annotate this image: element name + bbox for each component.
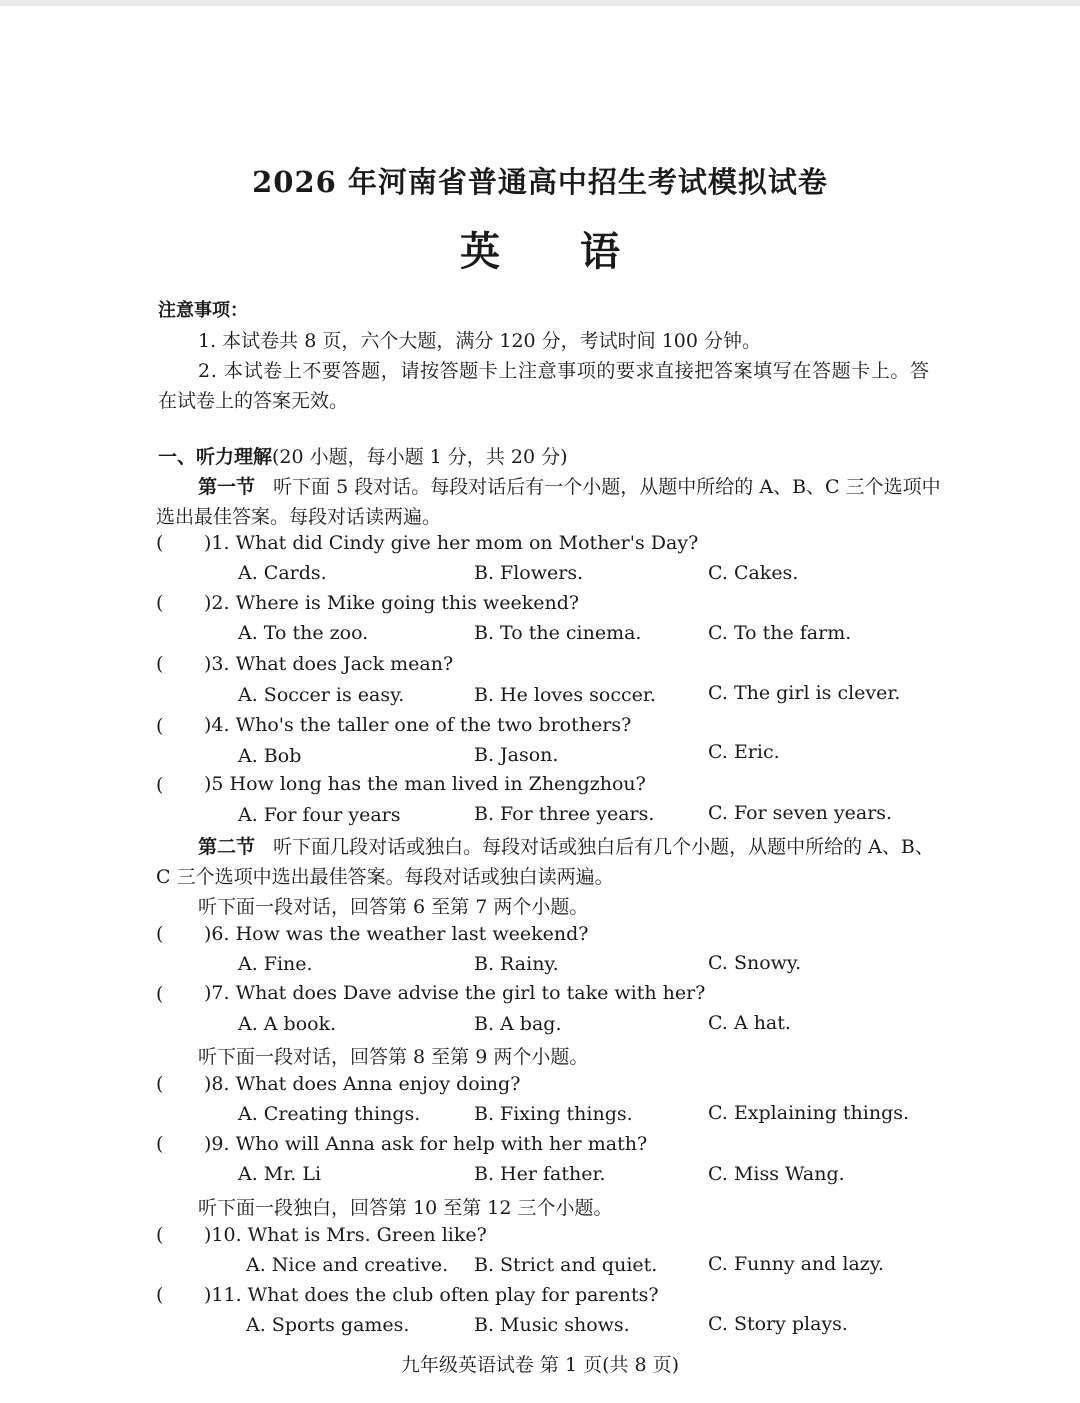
question-4-option-b: B. Jason.	[474, 744, 559, 766]
top-border	[0, 0, 1080, 6]
notes-item-2-line-1: 2. 本试卷上不要答题，请按答题卡上注意事项的要求直接把答案填写在答题卡上。答	[198, 360, 930, 382]
question-9-option-a: A. Mr. Li	[238, 1163, 322, 1185]
question-7-option-a: A. A book.	[238, 1013, 337, 1035]
question-2-option-c: C. To the farm.	[708, 622, 852, 644]
question-11: )11. What does the club often play for parents?	[204, 1284, 659, 1306]
notes-item-1: 1. 本试卷共 8 页，六个大题，满分 120 分，考试时间 100 分钟。	[198, 330, 762, 352]
prompt-questions-6-7: 听下面一段对话，回答第 6 至第 7 两个小题。	[198, 896, 589, 918]
part-1-label: 第一节	[198, 476, 256, 498]
question-2-option-b: B. To the cinema.	[474, 622, 642, 644]
part-2-text: 听下面几段对话或独白。每段对话或独白后有几个小题，从题中所给的 A、B、	[273, 836, 934, 858]
question-3-option-b: B. He loves soccer.	[474, 684, 656, 706]
question-11-option-a: A. Sports games.	[246, 1314, 410, 1336]
question-8-option-c: C. Explaining things.	[708, 1102, 910, 1124]
question-1-option-c: C. Cakes.	[708, 562, 799, 584]
section-1-detail: (20 小题，每小题 1 分，共 20 分)	[272, 446, 568, 468]
question-3-option-a: A. Soccer is easy.	[238, 684, 405, 706]
question-2-option-a: A. To the zoo.	[238, 622, 369, 644]
part-2-instruction-line-2: C 三个选项中选出最佳答案。每段对话或独白读两遍。	[156, 866, 614, 888]
question-4-option-a: A. Bob	[238, 745, 302, 767]
answer-paren: (	[156, 1073, 164, 1095]
answer-paren: (	[156, 592, 164, 614]
question-2: )2. Where is Mike going this weekend?	[204, 592, 580, 614]
question-7-option-c: C. A hat.	[708, 1012, 791, 1034]
part-1-instruction-line-1	[198, 472, 941, 499]
question-3: )3. What does Jack mean?	[204, 653, 454, 675]
answer-paren: (	[156, 983, 164, 1005]
question-10-option-a: A. Nice and creative.	[246, 1254, 449, 1276]
answer-paren: (	[156, 715, 164, 737]
question-4-option-c: C. Eric.	[708, 741, 780, 763]
question-7: )7. What does Dave advise the girl to take with her?	[204, 982, 706, 1004]
part-2-label: 第二节	[198, 836, 256, 858]
part-1-text: 听下面 5 段对话。每段对话后有一个小题，从题中所给的 A、B、C 三个选项中	[273, 476, 941, 498]
question-6-option-a: A. Fine.	[238, 953, 313, 975]
notes-heading: 注意事项：	[158, 300, 248, 321]
question-5: )5 How long has the man lived in Zhengzhou?	[204, 773, 646, 795]
subject-title: 英语	[460, 228, 700, 275]
page-footer: 九年级英语试卷 第 1 页(共 8 页)	[400, 1354, 680, 1376]
question-11-option-c: C. Story plays.	[708, 1313, 848, 1335]
answer-paren: (	[156, 1133, 164, 1155]
question-5-option-b: B. For three years.	[474, 803, 655, 825]
question-8: )8. What does Anna enjoy doing?	[204, 1073, 521, 1095]
prompt-questions-8-9: 听下面一段对话，回答第 8 至第 9 两个小题。	[198, 1046, 589, 1068]
question-7-option-b: B. A bag.	[474, 1013, 562, 1035]
question-4: )4. Who's the taller one of the two brothers?	[204, 714, 632, 736]
part-2-instruction-line-1	[198, 832, 934, 859]
question-6-option-c: C. Snowy.	[708, 952, 802, 974]
answer-paren: (	[156, 1224, 164, 1246]
question-10: )10. What is Mrs. Green like?	[204, 1224, 487, 1246]
question-10-option-b: B. Strict and quiet.	[474, 1254, 658, 1276]
answer-paren: (	[156, 532, 164, 554]
question-8-option-b: B. Fixing things.	[474, 1103, 633, 1125]
question-5-option-c: C. For seven years.	[708, 802, 893, 824]
exam-title: 2026 年河南省普通高中招生考试模拟试卷	[252, 165, 828, 199]
question-9: )9. Who will Anna ask for help with her math?	[204, 1133, 648, 1155]
question-5-option-a: A. For four years	[238, 804, 401, 826]
answer-paren: (	[156, 923, 164, 945]
answer-paren: (	[156, 774, 164, 796]
question-8-option-a: A. Creating things.	[238, 1103, 421, 1125]
question-10-option-c: C. Funny and lazy.	[708, 1253, 885, 1275]
question-1: )1. What did Cindy give her mom on Mother's Day?	[204, 532, 699, 554]
answer-paren: (	[156, 653, 164, 675]
part-1-instruction-line-2: 选出最佳答案。每段对话读两遍。	[156, 506, 442, 528]
answer-paren: (	[156, 1284, 164, 1306]
question-3-option-c: C. The girl is clever.	[708, 682, 901, 704]
question-6: )6. How was the weather last weekend?	[204, 923, 589, 945]
question-11-option-b: B. Music shows.	[474, 1314, 630, 1336]
question-1-option-b: B. Flowers.	[474, 562, 584, 584]
section-1-title: 一、听力理解	[158, 446, 273, 468]
prompt-questions-10-12: 听下面一段独白，回答第 10 至第 12 三个小题。	[198, 1197, 613, 1219]
question-9-option-b: B. Her father.	[474, 1163, 606, 1185]
question-1-option-a: A. Cards.	[238, 562, 327, 584]
section-1-heading	[158, 442, 567, 469]
question-9-option-c: C. Miss Wang.	[708, 1163, 845, 1185]
question-6-option-b: B. Rainy.	[474, 953, 559, 975]
notes-item-2-line-2: 在试卷上的答案无效。	[158, 390, 349, 412]
